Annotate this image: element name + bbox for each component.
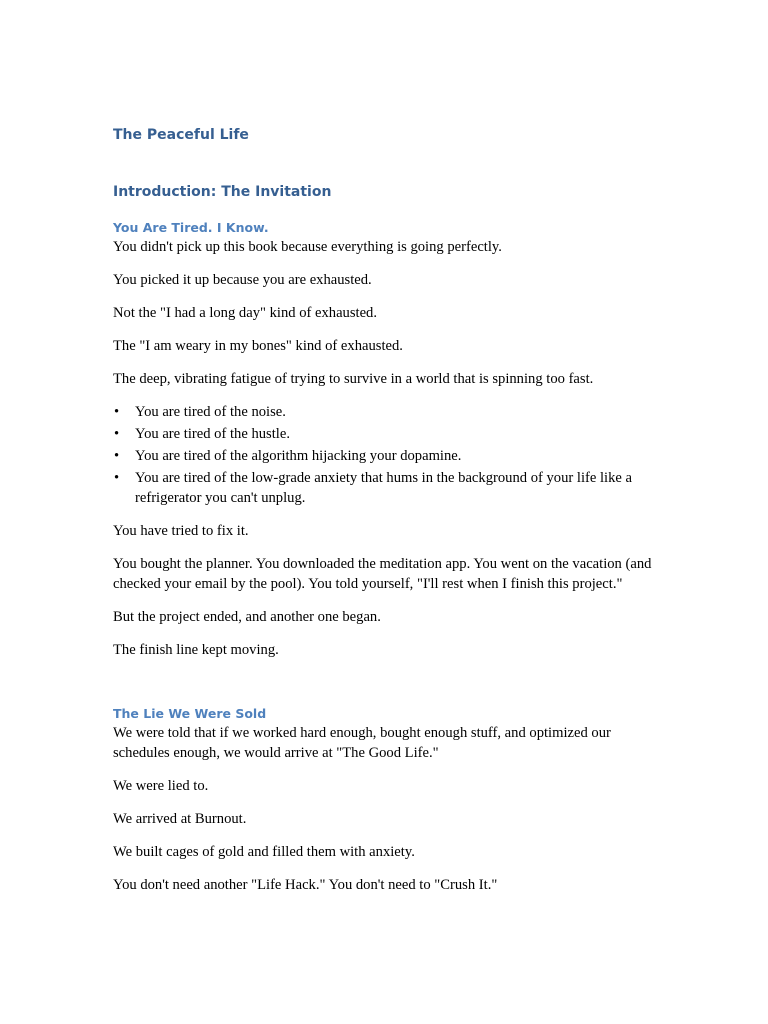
paragraph: But the project ended, and another one began. [113, 609, 381, 625]
bullet-icon: • [114, 426, 120, 442]
bullet-icon: • [114, 404, 120, 420]
paragraph: We arrived at Burnout. [113, 811, 247, 827]
paragraph: The deep, vibrating fatigue of trying to survive in a world that is spinning too fast. [113, 371, 594, 387]
paragraph: The finish line kept moving. [113, 642, 279, 658]
section-the-lie [113, 705, 658, 908]
paragraph: You bought the planner. You downloaded the meditation app. You went on the vacation (and checked your email by the pool). You told yourself, "I'll rest when I finish this project." [113, 556, 652, 592]
paragraph: We were lied to. [113, 778, 209, 794]
section-you-are-tired [113, 219, 658, 673]
bullet-text: You are tired of the hustle. [135, 426, 290, 442]
chapter-heading: Introduction: The Invitation [113, 184, 332, 200]
bullet-icon: • [114, 448, 120, 464]
bullet-text: You are tired of the algorithm hijacking your dopamine. [135, 448, 462, 464]
bullet-item [113, 424, 658, 444]
bullet-icon: • [114, 470, 120, 486]
paragraph: You picked it up because you are exhausted. [113, 272, 372, 288]
paragraph: We were told that if we worked hard enough, bought enough stuff, and optimized our schedules enough, we would arrive at "The Good Life." [113, 725, 611, 761]
bullet-list [113, 402, 658, 508]
paragraph: You have tried to fix it. [113, 523, 249, 539]
paragraph: We built cages of gold and filled them with anxiety. [113, 844, 415, 860]
paragraph: You don't need another "Life Hack." You don't need to "Crush It." [113, 877, 498, 893]
bullet-text: You are tired of the low-grade anxiety that hums in the background of your life like a refrigerator you can't unplug. [135, 470, 632, 506]
bullet-item [113, 446, 658, 466]
bullet-text: You are tired of the noise. [135, 404, 286, 420]
section-heading: You Are Tired. I Know. [113, 220, 269, 235]
paragraph: Not the "I had a long day" kind of exhausted. [113, 305, 377, 321]
section-heading: The Lie We Were Sold [113, 706, 267, 721]
bullet-item [113, 468, 658, 508]
paragraph: You didn't pick up this book because everything is going perfectly. [113, 239, 502, 255]
paragraph: The "I am weary in my bones" kind of exhausted. [113, 338, 403, 354]
document-title: The Peaceful Life [113, 127, 249, 143]
bullet-item [113, 402, 658, 422]
